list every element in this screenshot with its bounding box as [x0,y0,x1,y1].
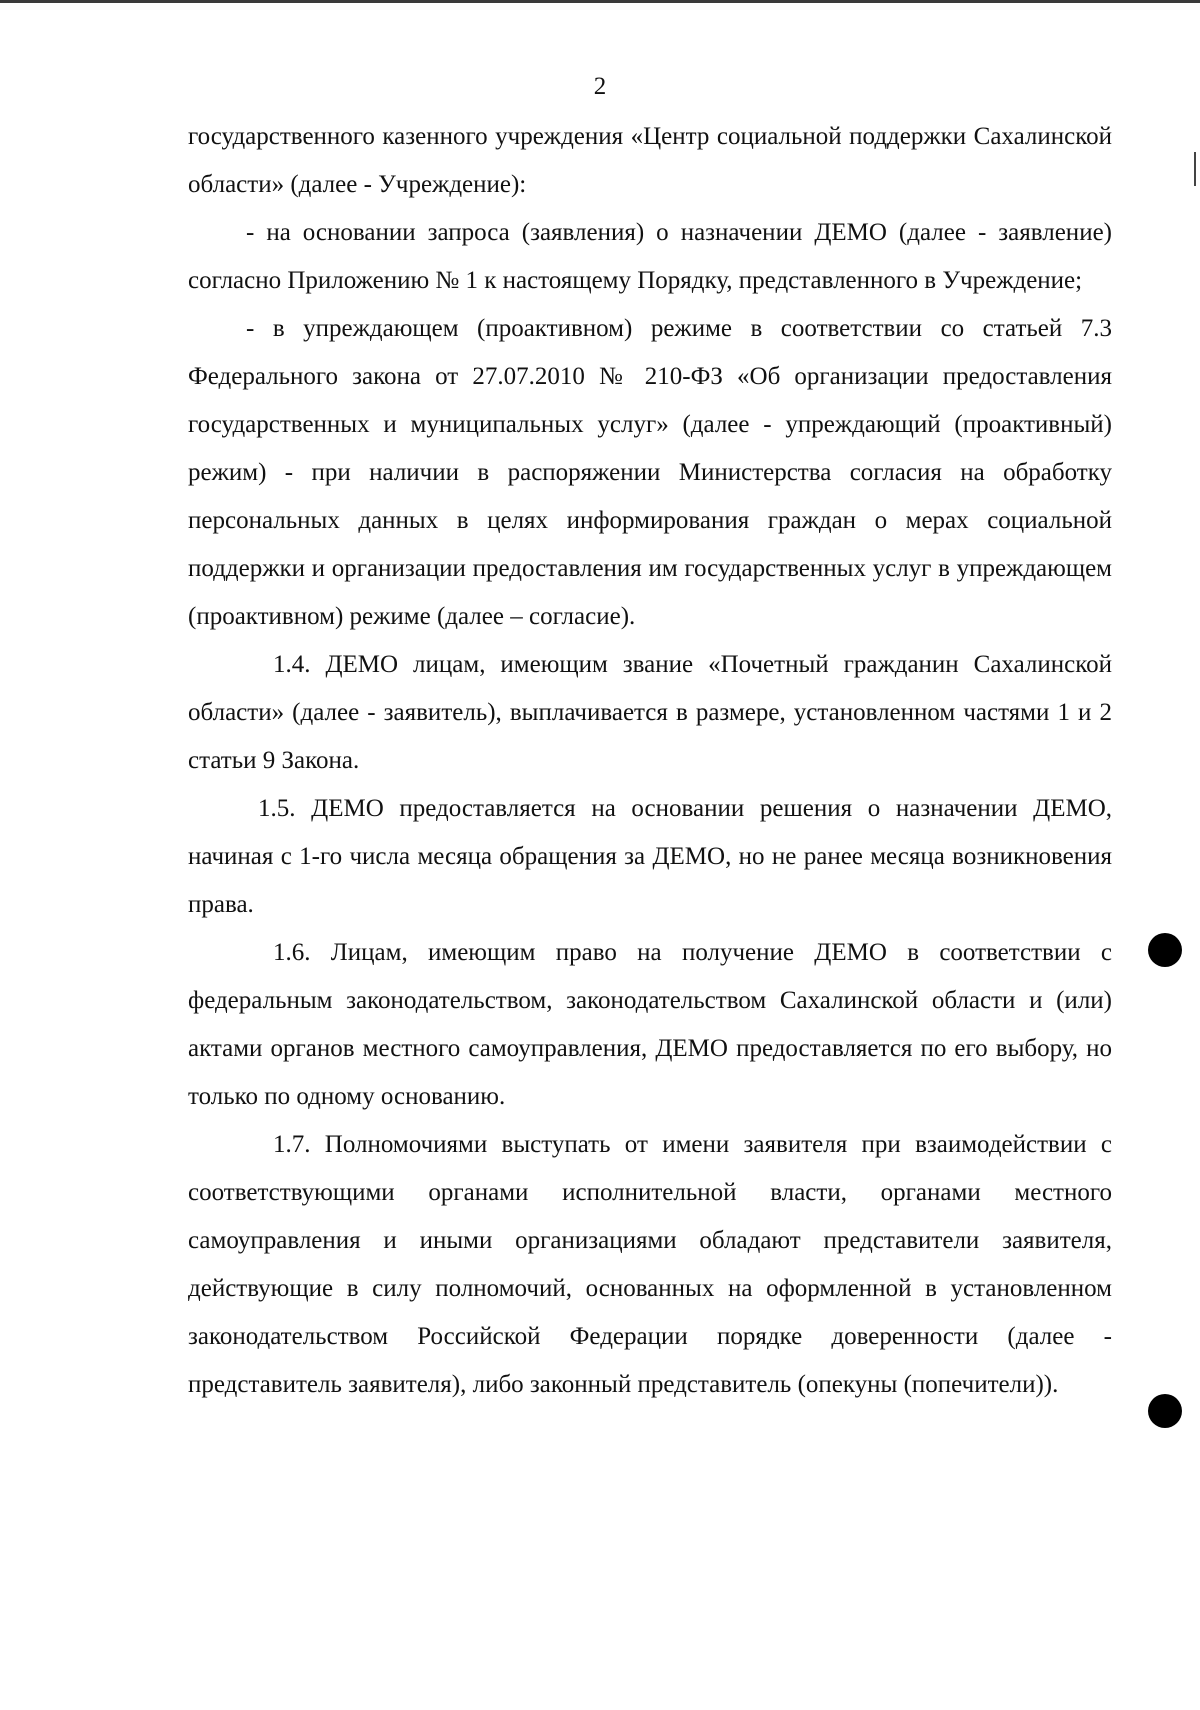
page-number: 2 [593,73,607,100]
paragraph-proactive-mode: - в упреждающем (проактивном) режиме в соответствии со статьей 7.3 Федерального закона от 27.07.2010 № 210-ФЗ «Об организации предоставления государственных и муниципальных услуг» (далее - упреждающий (проактивный) режим) - при наличии в распоряжении Министерства согласия на обработку персональных данных в целях информирования граждан о мерах социальной поддержки и организации предоставления им государственных услуг в упреждающем (проактивном) режиме (далее – согласие). [188,315,1112,630]
paragraph-1-5: 1.5. ДЕМО предоставляется на основании решения о назначении ДЕМО, начиная с 1-го числа месяца обращения за ДЕМО, но не ранее месяца возникновения права. [188,795,1112,918]
hole-punch-mark [1148,1394,1182,1428]
paragraph-1-7: 1.7. Полномочиями выступать от имени заявителя при взаимодействии с соответствующими органами исполнительной власти, органами местного самоуправления и иными организациями обладают представители заявителя, действующие в силу полномочий, основанных на оформленной в установленном законодательством Российской Федерации порядке доверенности (далее - представитель заявителя), либо законный представитель (опекуны (попечители)). [188,1131,1112,1398]
scan-edge-mark [1194,152,1196,186]
hole-punch-mark [1148,933,1182,967]
scan-top-edge [0,0,1200,3]
paragraph-1-6: 1.6. Лицам, имеющим право на получение ДЕМО в соответствии с федеральным законодательством, законодательством Сахалинской области и (или) актами органов местного самоуправления, ДЕМО предоставляется по его выбору, но только по одному основанию. [188,939,1112,1110]
paragraph-1-4: 1.4. ДЕМО лицам, имеющим звание «Почетный гражданин Сахалинской области» (далее - заявитель), выплачивается в размере, установленном частями 1 и 2 статьи 9 Закона. [188,651,1112,774]
paragraph-application-basis: - на основании запроса (заявления) о назначении ДЕМО (далее - заявление) согласно Приложению № 1 к настоящему Порядку, представленного в Учреждение; [188,219,1112,294]
document-body [188,113,1112,1409]
paragraph-institution: государственного казенного учреждения «Центр социальной поддержки Сахалинской области» (далее - Учреждение): [188,123,1112,198]
